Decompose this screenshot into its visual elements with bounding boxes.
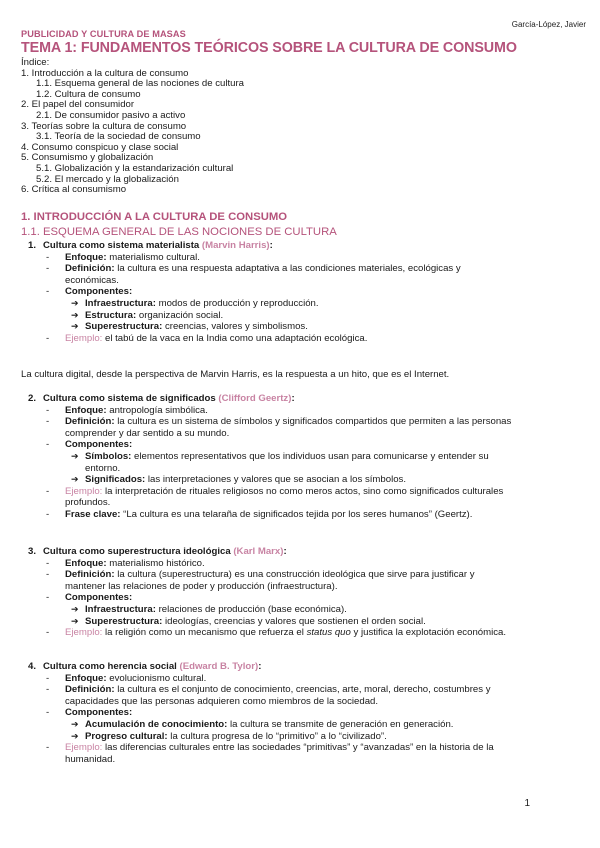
toc-item: 3.1. Teoría de la sociedad de consumo [36,131,201,143]
arrow-right-icon: ➔ [71,297,79,308]
item-author: (Karl Marx) [233,546,284,557]
toc-item: 5.1. Globalización y la estandarización cultural [36,162,234,174]
componentes-label: Componentes: [65,707,133,719]
arrow-right-icon: ➔ [71,321,79,332]
definicion-text: la cultura es una respuesta adaptativa a las condiciones materiales, ecológicas y [114,263,461,275]
item-author: (Clifford Geertz) [218,393,292,404]
arrow-right-icon: ➔ [71,718,79,729]
component-label: Infraestructura: [85,603,156,615]
item-number: 4. [28,661,37,672]
item-title: Cultura como superestructura ideológica [43,546,231,557]
item-number: 3. [28,546,37,557]
enfoque-label: Enfoque: [65,251,107,263]
component-label: Símbolos: [85,450,132,462]
culture-item-3: 3. Cultura como superestructura ideológica (Karl Marx): - Enfoque: materialismo histórico. - Definición: la cultura (superestructura) es una construcción ideológica que sirve para justificar y mantener las relaciones de poder y producción (infraestructura). - Componentes: ➔ Infraestructura: relaciones de producción (base económica). ➔ Superestructura: ideologías, creencias y valores que sostienen el orden social. - Ejemplo: la religión como un mecanismo que refuerza el status quo y justifica la explotación económica. [28,546,507,639]
ejemplo-label: Ejemplo: [65,485,103,497]
subsection-heading: 1.1. ESQUEMA GENERAL DE LAS NOCIONES DE CULTURA [21,226,337,238]
item-number: 2. [28,393,37,404]
item-title: Cultura como herencia social [43,661,177,672]
ejemplo-text: las diferencias culturales entre las sociedades “primitivas” y “avanzadas” en la historia de la [102,742,494,754]
arrow-right-icon: ➔ [71,615,79,626]
component-label: Estructura: [85,309,137,321]
enfoque-label: Enfoque: [65,557,107,569]
toc-item: 6. Crítica al consumismo [21,184,127,196]
toc-label: Índice: [21,57,50,68]
course-name: PUBLICIDAD Y CULTURA DE MASAS [21,29,186,39]
component-text: la cultura se transmite de generación en generación. [227,718,454,730]
culture-item-4: 4. Cultura como herencia social (Edward B. Tylor): - Enfoque: evolucionismo cultural. - Definición: la cultura es el conjunto de conocimiento, creencias, arte, moral, derecho, costumbres y capacidades que las personas adquieren como miembros de la sociedad. - Componentes: ➔ Acumulación de conocimiento: la cultura se transmite de generación en generación. ➔ Progreso cultural: la cultura progresa de lo “primitivo” a lo “civilizado”. - Ejemplo: las diferencias culturales entre las sociedades “primitivas” y “avanzadas” en la historia de la humanidad. [28,661,494,765]
component-text: organización social. [136,309,224,321]
component-text: las interpretaciones y valores que se asocian a los símbolos. [145,474,406,486]
ejemplo-label: Ejemplo: [65,742,103,754]
componentes-label: Componentes: [65,286,133,298]
definicion-label: Definición: [65,263,115,275]
definicion-text: la cultura es un sistema de símbolos y significados compartidos que permiten a las personas [114,416,512,428]
culture-item-2: 2. Cultura como sistema de significados (Clifford Geertz): - Enfoque: antropología simbólica. - Definición: la cultura es un sistema de símbolos y significados compartidos que permiten a las personas comprender y dar sentido a su mundo. - Componentes: ➔ Símbolos: elementos representativos que los individuos usan para comunicarse y entender su entorno. ➔ Significados: las interpretaciones y valores que se asocian a los símbolos. - Ejemplo: la interpretación de rituales religiosos no como meros actos, sino como significados culturales profundos. - Frase clave: “La cultura es una telaraña de significados tejida por los seres humanos” (Geertz). [28,393,512,520]
item-title: Cultura como sistema de significados [43,393,216,404]
toc-item: 3. Teorías sobre la cultura de consumo [21,120,187,132]
ejemplo-label: Ejemplo: [65,332,103,344]
component-text: creencias, valores y simbolismos. [162,321,308,333]
enfoque-label: Enfoque: [65,404,107,416]
component-label: Significados: [85,474,146,486]
component-text: ideologías, creencias y valores que sostienen el orden social. [162,615,426,627]
culture-item-1: 1. Cultura como sistema materialista (Marvin Harris): - Enfoque: materialismo cultural. - Definición: la cultura es una respuesta adaptativa a las condiciones materiales, ecológicas y económicas. - Componentes: ➔ Infraestructura: modos de producción y reproducción. ➔ Estructura: organización social. ➔ Superestructura: creencias, valores y simbolismos. - Ejemplo: el tabú de la vaca en la India como una adaptación ecológica. [28,240,461,344]
component-label: Acumulación de conocimiento: [85,718,228,730]
enfoque-text: materialismo cultural. [106,251,200,263]
definicion-label: Definición: [65,684,115,696]
component-label: Superestructura: [85,615,163,627]
ejemplo-text: profundos. [65,497,111,509]
toc-item: 5.2. El mercado y la globalización [36,173,179,185]
component-label: Infraestructura: [85,297,156,309]
table-of-contents [21,58,244,196]
enfoque-text: evolucionismo cultural. [106,672,207,684]
arrow-right-icon: ➔ [71,603,79,614]
component-text: la cultura progresa de lo “primitivo” a lo “civilizado”. [167,730,387,742]
toc-item: 1.1. Esquema general de las nociones de cultura [36,78,244,90]
arrow-right-icon: ➔ [71,309,79,320]
author-name: García-López, Javier [511,20,586,29]
component-text: relaciones de producción (base económica). [155,603,347,615]
frase-clave-label: Frase clave: [65,508,121,520]
toc-item: 2. El papel del consumidor [21,99,135,111]
page-title: TEMA 1: FUNDAMENTOS TEÓRICOS SOBRE LA CULTURA DE CONSUMO [21,40,517,56]
component-text: entorno. [85,462,121,474]
toc-item: 2.1. De consumidor pasivo a activo [36,109,186,121]
componentes-label: Componentes: [65,592,133,604]
definicion-text: la cultura (superestructura) es una construcción ideológica que sirve para justificar y [114,569,475,581]
definicion-text: económicas. [65,274,119,286]
toc-item: 1. Introducción a la cultura de consumo [21,67,189,79]
toc-item: 5. Consumismo y globalización [21,152,154,164]
definicion-text: comprender y dar sentido a su mundo. [65,427,230,439]
arrow-right-icon: ➔ [71,730,79,741]
ejemplo-text: el tabú de la vaca en la India como una adaptación ecológica. [102,332,368,344]
ejemplo-text: la interpretación de rituales religiosos no como meros actos, sino como significados culturales [102,485,504,497]
ejemplo-italic: status quo [306,627,351,639]
ejemplo-text: y justifica la explotación económica. [350,627,507,639]
ejemplo-text: humanidad. [65,753,116,765]
section-heading: 1. INTRODUCCIÓN A LA CULTURA DE CONSUMO [21,211,288,223]
enfoque-text: materialismo histórico. [106,557,205,569]
component-text: elementos representativos que los individuos usan para comunicarse y entender su [131,450,489,462]
component-label: Superestructura: [85,321,163,333]
page-number: 1 [524,798,530,809]
body-paragraph: La cultura digital, desde la perspectiva de Marvin Harris, es la respuesta a un hito, que es el Internet. [21,369,450,380]
item-author: (Edward B. Tylor) [179,661,259,672]
toc-item: 4. Consumo conspicuo y clase social [21,141,179,153]
enfoque-text: antropología simbólica. [106,404,208,416]
ejemplo-text: la religión como un mecanismo que refuerza el [102,627,307,639]
item-number: 1. [28,240,37,251]
componentes-label: Componentes: [65,439,133,451]
component-text: modos de producción y reproducción. [155,297,319,309]
definicion-text: mantener las relaciones de poder y producción (infraestructura). [65,580,338,592]
frase-clave-text: “La cultura es una telaraña de significados tejida por los seres humanos” (Geertz). [120,508,473,520]
definicion-label: Definición: [65,416,115,428]
definicion-text: capacidades que las personas adquieren como miembros de la sociedad. [65,695,379,707]
item-title: Cultura como sistema materialista [43,240,200,251]
enfoque-label: Enfoque: [65,672,107,684]
definicion-label: Definición: [65,569,115,581]
component-label: Progreso cultural: [85,730,168,742]
arrow-right-icon: ➔ [71,474,79,485]
arrow-right-icon: ➔ [71,450,79,461]
ejemplo-label: Ejemplo: [65,627,103,639]
definicion-text: la cultura es el conjunto de conocimiento, creencias, arte, moral, derecho, costumbres y [114,684,491,696]
item-author: (Marvin Harris) [201,240,270,251]
toc-item: 1.2. Cultura de consumo [36,88,141,100]
